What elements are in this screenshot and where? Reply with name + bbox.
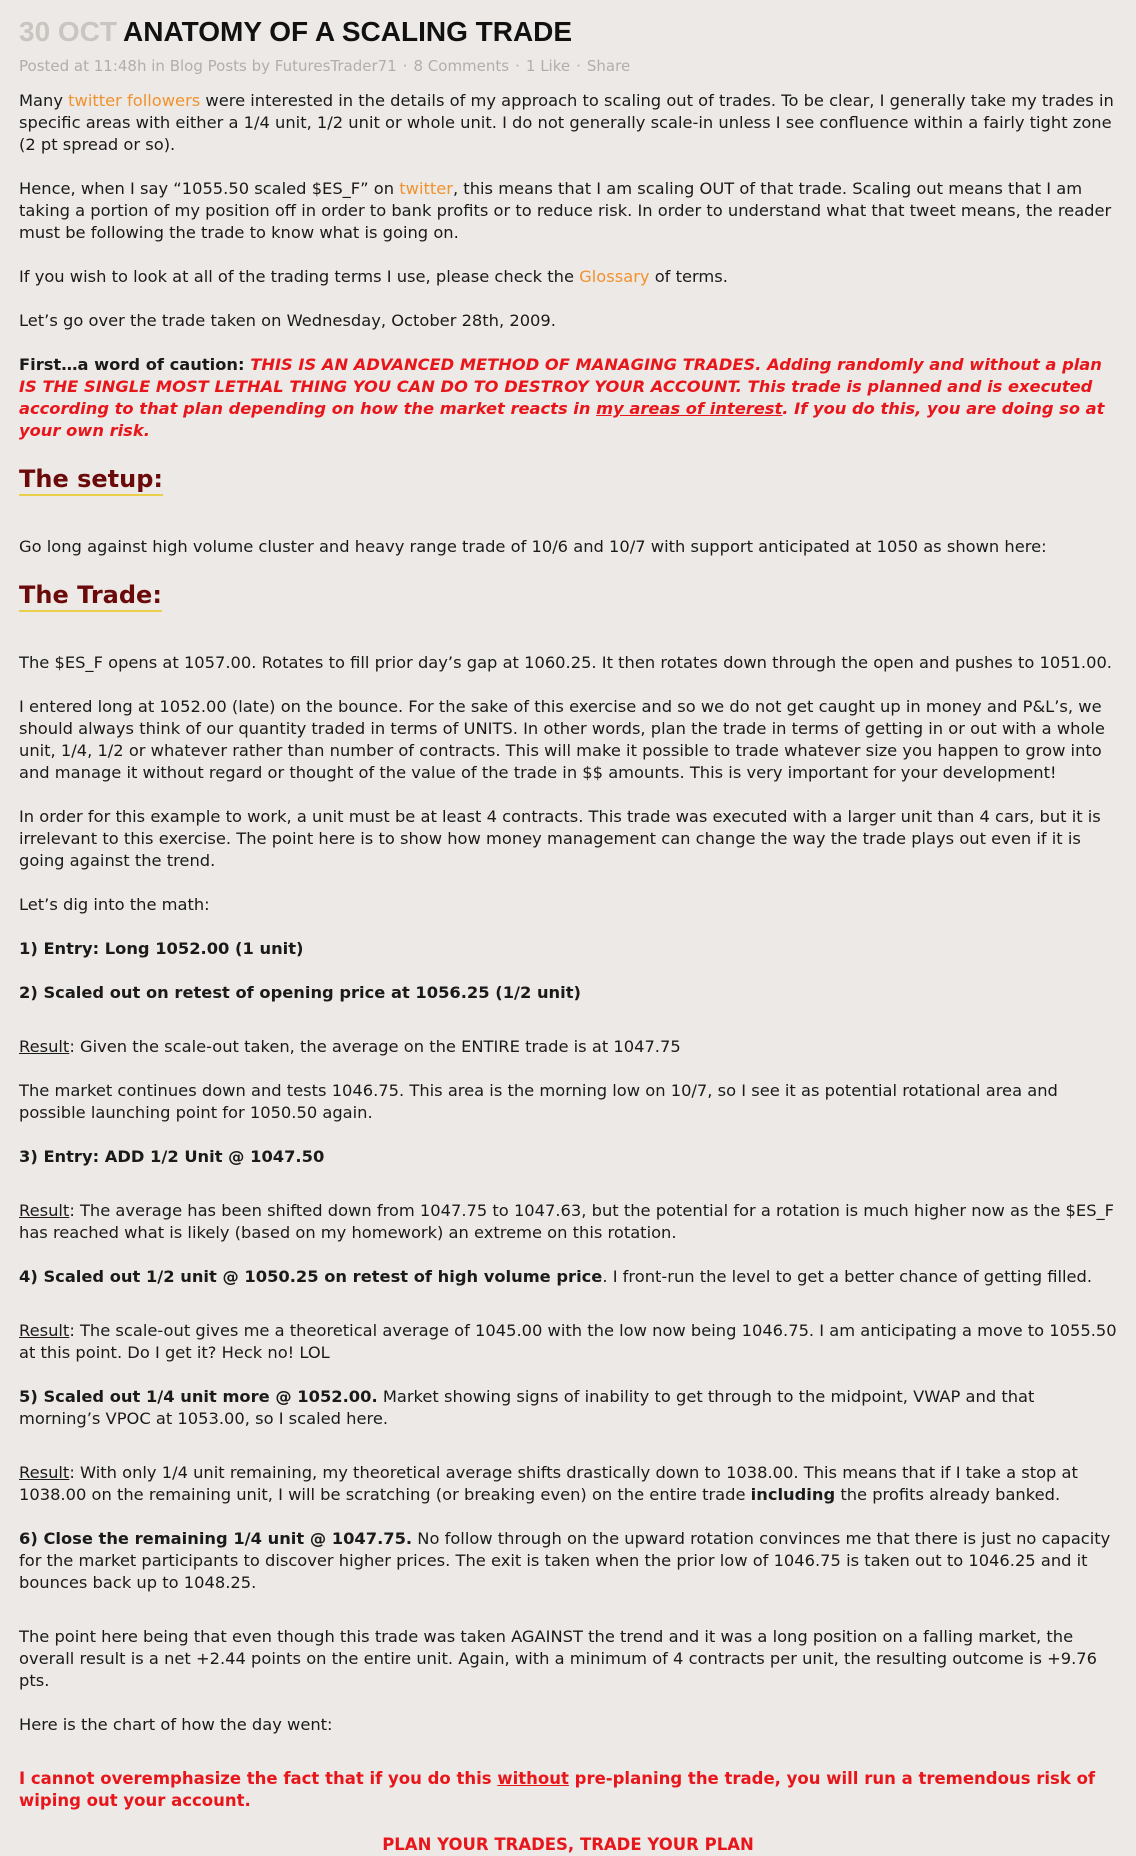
caution-label: First…a word of caution: bbox=[19, 355, 245, 374]
result-step-3 bbox=[19, 1200, 1117, 1244]
unit-size-paragraph: In order for this example to work, a unit must be at least 4 contracts. This trade was executed with a larger unit than 4 cars, but it is irrelevant to this exercise. The point here is to show how money management can change the way the trade plays out even if it is going against the trend. bbox=[19, 807, 1101, 870]
scaling-explanation-paragraph bbox=[19, 178, 1117, 244]
trade-entry-paragraph: I entered long at 1052.00 (late) on the bounce. For the sake of this exercise and so we do not get caught up in money and P&L’s, we should always think of our quantity traded in terms of UNITS. In other words, plan the trade in terms of getting in or out with a whole unit, 1/4, 1/2 or whatever rather than number of contracts. This will make it possible to trade whatever size you happen to grow into and manage it without regard or thought of the value of the trade in $$ amounts. This is very important for your development! bbox=[19, 697, 1105, 782]
result-label: Result bbox=[19, 1463, 70, 1482]
meta-separator: · bbox=[576, 57, 581, 75]
setup-paragraph: Go long against high volume cluster and heavy range trade of 10/6 and 10/7 with support anticipated at 1050 as shown here: bbox=[19, 537, 1047, 556]
glossary-link[interactable]: Glossary bbox=[579, 267, 650, 286]
meta-separator: · bbox=[515, 57, 520, 75]
text: Hence, when I say “1055.50 scaled $ES_F” on bbox=[19, 179, 400, 198]
areas-of-interest-link[interactable]: my areas of interest bbox=[596, 399, 783, 418]
by-label: by bbox=[251, 57, 271, 75]
text: . I front-run the level to get a better chance of getting filled. bbox=[602, 1267, 1093, 1286]
step-5-scale-out bbox=[19, 1386, 1117, 1430]
text: without bbox=[497, 1769, 569, 1788]
text: the profits already banked. bbox=[835, 1485, 1061, 1504]
posted-time: Posted at 11:48h in bbox=[19, 57, 165, 75]
text: , this means that I am scaling OUT of that trade. Scaling out means that I am taking a portion of my position off in order to bank profits or to reduce risk. In order to understand what that tweet means, the reader must be following the trade to know what is going on. bbox=[19, 179, 1112, 242]
text: 5) Scaled out 1/4 unit more @ 1052.00. bbox=[19, 1387, 378, 1406]
math-intro-paragraph: Let’s dig into the math: bbox=[19, 895, 210, 914]
motto: PLAN YOUR TRADES, TRADE YOUR PLAN bbox=[382, 1835, 754, 1854]
post-date: 30 OCT bbox=[19, 16, 118, 47]
text: of terms. bbox=[649, 267, 728, 286]
text: If you wish to look at all of the trading terms I use, please check the bbox=[19, 267, 580, 286]
step-1-entry: 1) Entry: Long 1052.00 (1 unit) bbox=[19, 939, 304, 958]
text: including bbox=[750, 1485, 836, 1504]
author-link[interactable]: FuturesTrader71 bbox=[274, 57, 397, 75]
text: 6) Close the remaining 1/4 unit @ 1047.75. bbox=[19, 1529, 413, 1548]
twitter-link[interactable]: twitter bbox=[399, 179, 453, 198]
category-link[interactable]: Blog Posts bbox=[169, 57, 247, 75]
text: Many bbox=[19, 91, 69, 110]
step-2-scale-out: 2) Scaled out on retest of opening price at 1056.25 (1/2 unit) bbox=[19, 983, 581, 1002]
comments-link[interactable]: 8 Comments bbox=[413, 57, 510, 75]
result-step-4 bbox=[19, 1320, 1117, 1364]
text: : The scale-out gives me a theoretical average of 1045.00 with the low now being 1046.75. I am anticipating a move to 1055.50 at this point. Do I get it? Heck no! LOL bbox=[19, 1321, 1117, 1362]
step-4-scale-out bbox=[19, 1266, 1117, 1288]
step-3-add: 3) Entry: ADD 1/2 Unit @ 1047.50 bbox=[19, 1147, 325, 1166]
text: pre-planing the trade, you will run a tremendous risk of wiping out your account. bbox=[19, 1769, 1096, 1810]
twitter-followers-link[interactable]: twitter followers bbox=[68, 91, 201, 110]
setup-heading: The setup: bbox=[19, 464, 163, 496]
text: Market showing signs of inability to get through to the midpoint, VWAP and that morning’s VPOC at 1053.00, so I scaled here. bbox=[19, 1387, 1035, 1428]
caution-text: THIS IS AN ADVANCED METHOD OF MANAGING TRADES. Adding randomly and without a plan IS THE SINGLE MOST LETHAL THING YOU CAN DO TO DESTROY YOUR ACCOUNT. This trade is planned and is executed according to that plan depending on how the market reacts in bbox=[19, 355, 1102, 418]
text: : With only 1/4 unit remaining, my theoretical average shifts drastically down to 1038.00. This means that if I take a stop at 1038.00 on the remaining unit, I will be scratching (or breaking even) on the entire trade bbox=[19, 1463, 1078, 1504]
text: No follow through on the upward rotation convinces me that there is just no capacity for the market participants to discover higher prices. The exit is taken when the prior low of 1046.75 is taken out to 1046.25 and it bounces back up to 1048.25. bbox=[19, 1529, 1111, 1592]
chart-intro-paragraph: Here is the chart of how the day went: bbox=[19, 1715, 333, 1734]
trade-open-paragraph: The $ES_F opens at 1057.00. Rotates to fill prior day’s gap at 1060.25. It then rotates down through the open and pushes to 1051.00. bbox=[19, 653, 1112, 672]
trade-heading: The Trade: bbox=[19, 580, 162, 612]
result-step-2 bbox=[19, 1036, 1117, 1058]
result-summary-paragraph: The point here being that even though this trade was taken AGAINST the trend and it was a long position on a falling market, the overall result is a net +2.44 points on the entire unit. Again, with a minimum of 4 contracts per unit, the resulting outcome is +9.76 pts. bbox=[19, 1627, 1097, 1690]
result-label: Result bbox=[19, 1037, 70, 1056]
market-continues-paragraph: The market continues down and tests 1046.75. This area is the morning low on 10/7, so I see it as potential rotational area and possible launching point for 1050.50 again. bbox=[19, 1081, 1058, 1122]
final-warning bbox=[19, 1768, 1117, 1812]
text: : Given the scale-out taken, the average on the ENTIRE trade is at 1047.75 bbox=[69, 1037, 681, 1056]
glossary-paragraph bbox=[19, 266, 1117, 288]
like-button[interactable]: 1 Like bbox=[525, 57, 571, 75]
post-meta bbox=[19, 56, 1117, 76]
text: I cannot overemphasize the fact that if you do this bbox=[19, 1769, 498, 1788]
text: were interested in the details of my approach to scaling out of trades. To be clear, I generally take my trades in specific areas with either a 1/4 unit, 1/2 unit or whole unit. I do not generally scale-in unless I see confluence within a fairly tight zone (2 pt spread or so). bbox=[19, 91, 1114, 154]
intro-paragraph bbox=[19, 90, 1117, 156]
post-title[interactable]: ANATOMY OF A SCALING TRADE bbox=[123, 16, 573, 47]
result-step-5 bbox=[19, 1462, 1117, 1506]
post-content bbox=[19, 90, 1117, 1856]
post-header bbox=[19, 14, 1117, 46]
share-button[interactable]: Share bbox=[586, 57, 631, 75]
step-6-close bbox=[19, 1528, 1117, 1594]
text: 4) Scaled out 1/2 unit @ 1050.25 on retest of high volume price bbox=[19, 1267, 603, 1286]
caution-paragraph bbox=[19, 354, 1117, 442]
result-label: Result bbox=[19, 1321, 70, 1340]
caution-text-end: . If you do this, you are doing so at your own risk. bbox=[19, 399, 1105, 440]
result-label: Result bbox=[19, 1201, 70, 1220]
trade-date-paragraph: Let’s go over the trade taken on Wednesday, October 28th, 2009. bbox=[19, 311, 556, 330]
meta-separator: · bbox=[402, 57, 408, 75]
text: : The average has been shifted down from 1047.75 to 1047.63, but the potential for a rotation is much higher now as the $ES_F has reached what is likely (based on my homework) an extreme on this rotation. bbox=[19, 1201, 1115, 1242]
